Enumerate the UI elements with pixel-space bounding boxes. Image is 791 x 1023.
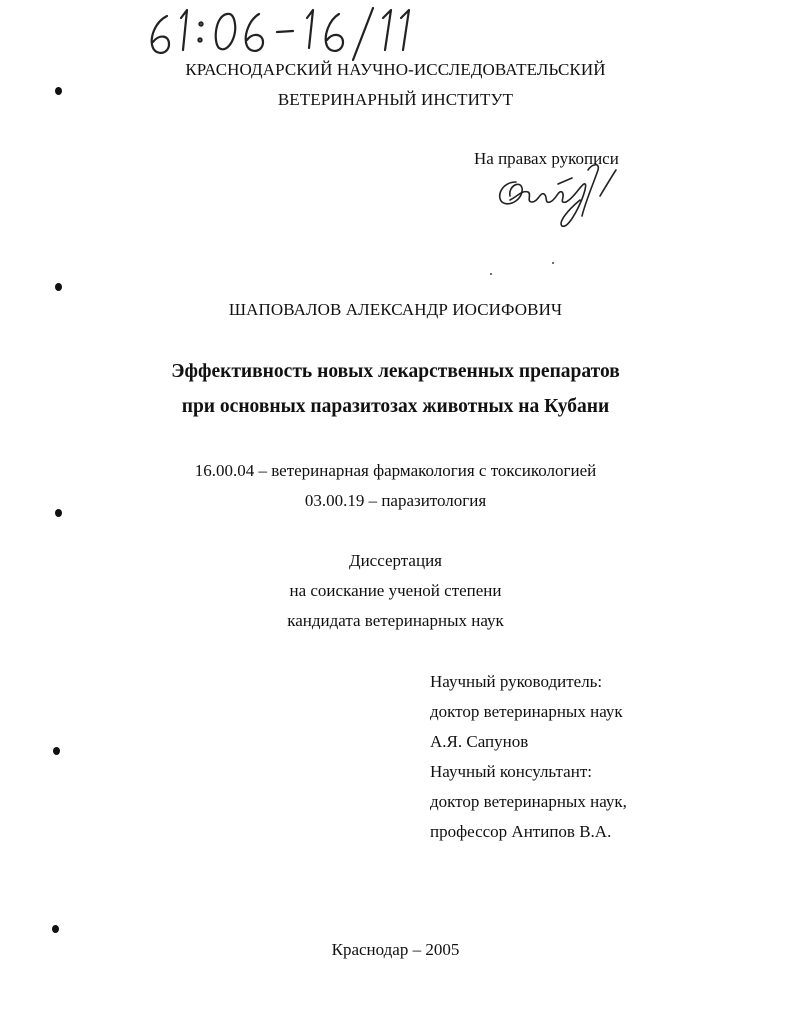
specialty-1: 16.00.04 – ветеринарная фармакология с токсикологией [194,461,597,480]
author-name: ШАПОВАЛОВ АЛЕКСАНДР ИОСИФОВИЧ [228,300,563,319]
consultant-degree: доктор ветеринарных наук, [430,792,627,811]
supervisor-role: Научный руководитель: [430,672,603,691]
degree-line-2: на соискание ученой степени [289,581,502,600]
binding-mark [55,283,62,291]
binding-mark [52,925,59,933]
dissertation-title-line-1: Эффективность новых лекарственных препаратов [171,361,620,382]
degree-line-1: Диссертация [348,551,442,570]
dissertation-title-line-2: при основных паразитозах животных на Кубани [181,396,610,417]
author-signature [488,156,638,236]
degree-line-3: кандидата ветеринарных наук [287,611,504,630]
binding-mark [53,747,60,755]
scan-speck [490,273,492,275]
supervisor-degree: доктор ветеринарных наук [430,702,623,721]
institution-line-1: КРАСНОДАРСКИЙ НАУЧНО-ИССЛЕДОВАТЕЛЬСКИЙ [185,60,606,79]
binding-mark [55,87,62,95]
consultant-role: Научный консультант: [430,762,592,781]
city-year: Краснодар – 2005 [331,940,460,959]
scan-speck [552,262,554,264]
institution-line-2: ВЕТЕРИНАРНЫЙ ИНСТИТУТ [277,90,514,109]
specialty-2: 03.00.19 – паразитология [304,491,487,510]
handwritten-archive-code [145,4,435,62]
supervisor-name: А.Я. Сапунов [430,732,529,751]
binding-mark [55,509,62,517]
manuscript-note: На правах рукописи [474,149,619,168]
consultant-name: профессор Антипов В.А. [430,822,612,841]
